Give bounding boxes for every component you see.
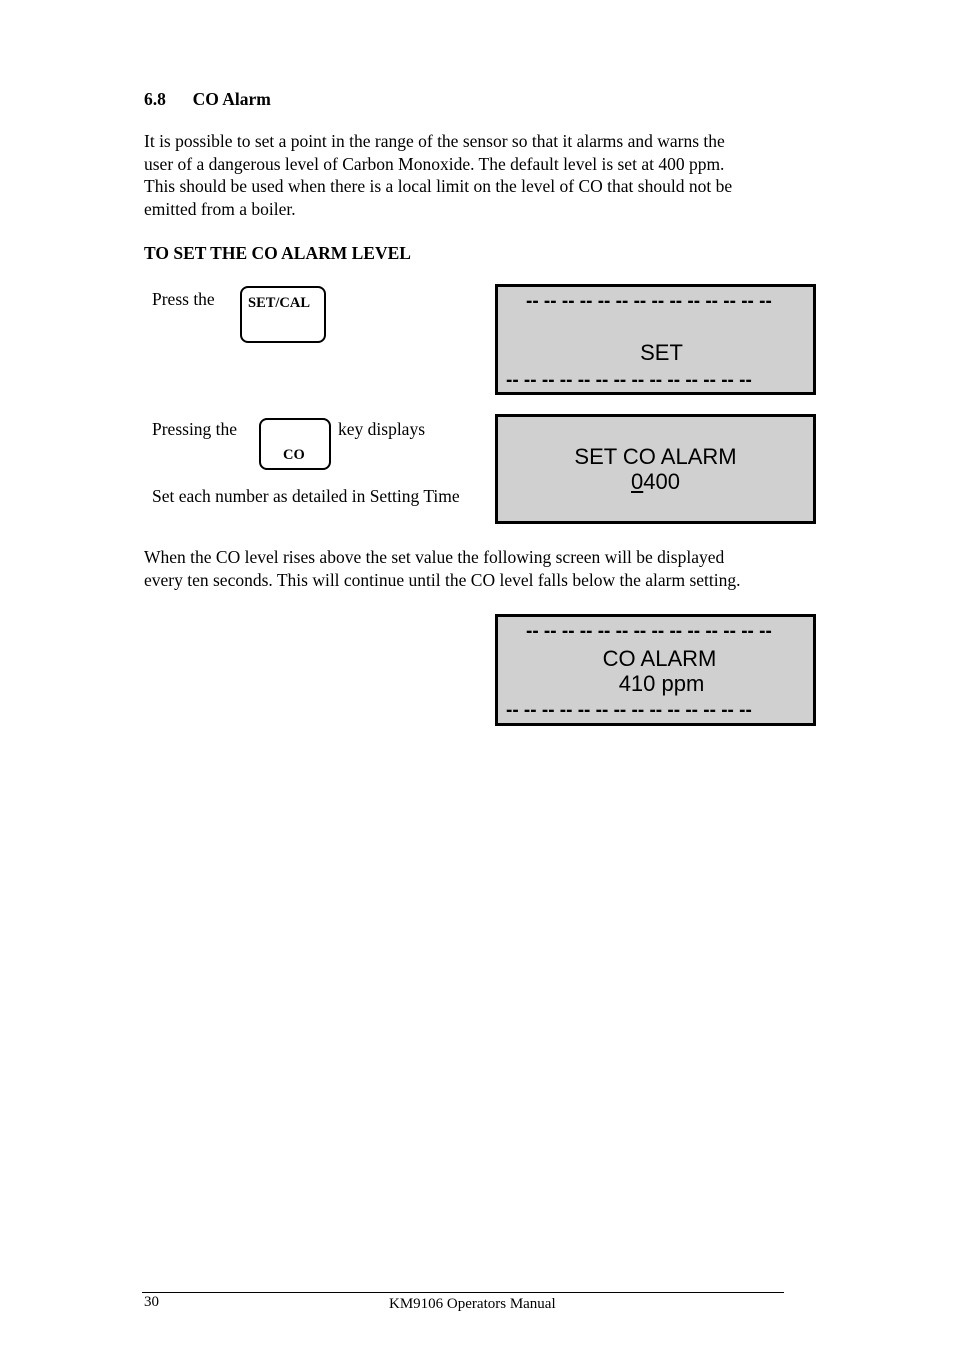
lcd-cursor-digit: 0 [631, 469, 644, 494]
lcd-line-co-alarm: CO ALARM [602, 646, 717, 671]
co-key-label: CO [283, 447, 305, 463]
set-cal-key-icon [240, 286, 326, 343]
co-key-icon [259, 418, 331, 470]
intro-line: emitted from a boiler. [144, 198, 296, 219]
intro-paragraph [144, 130, 732, 220]
alarm-line: every ten seconds. This will continue until the CO level falls below the alarm setting. [144, 569, 741, 590]
lcd-line-set-co-alarm: SET CO ALARM [574, 444, 737, 469]
lcd-dash-row-top: -- -- -- -- -- -- -- -- -- -- -- -- -- -- [526, 291, 772, 312]
alarm-line: When the CO level rises above the set value the following screen will be displayed [144, 547, 725, 567]
section-title: CO Alarm [192, 89, 271, 109]
step2-note: Set each number as detailed in Setting Time [152, 486, 460, 506]
intro-line: This should be used when there is a local limit on the level of CO that should not be [144, 176, 733, 196]
step2-text-after: key displays [338, 419, 426, 439]
lcd-display-set-co-alarm [495, 414, 816, 524]
page-number: 30 [144, 1294, 159, 1310]
lcd-display-set [495, 284, 816, 395]
footer-title: KM9106 Operators Manual [389, 1296, 556, 1312]
lcd-line-alarm-value [498, 469, 813, 495]
lcd-dash-row-bottom: -- -- -- -- -- -- -- -- -- -- -- -- -- -- [506, 370, 752, 391]
lcd-dash-row-bottom: -- -- -- -- -- -- -- -- -- -- -- -- -- -- [506, 700, 752, 721]
section-heading [144, 89, 271, 110]
subheading: TO SET THE CO ALARM LEVEL [144, 243, 411, 263]
intro-line: user of a dangerous level of Carbon Monoxide. The default level is set at 400 ppm. [144, 153, 725, 174]
lcd-dash-row-top: -- -- -- -- -- -- -- -- -- -- -- -- -- -- [526, 621, 772, 642]
alarm-paragraph [144, 546, 741, 591]
lcd-display-co-alarm [495, 614, 816, 726]
step1-text: Press the [152, 289, 215, 309]
lcd-value-rest: 400 [643, 469, 680, 494]
intro-line: It is possible to set a point in the range of the sensor so that it alarms and warns the [144, 131, 725, 151]
set-cal-key-label: SET/CAL [248, 295, 311, 311]
footer-rule [142, 1292, 784, 1293]
lcd-line-ppm: 410 ppm [618, 671, 705, 696]
lcd-line-set: SET [640, 340, 683, 365]
step2-text-before: Pressing the [152, 419, 238, 439]
section-number: 6.8 [144, 89, 166, 109]
